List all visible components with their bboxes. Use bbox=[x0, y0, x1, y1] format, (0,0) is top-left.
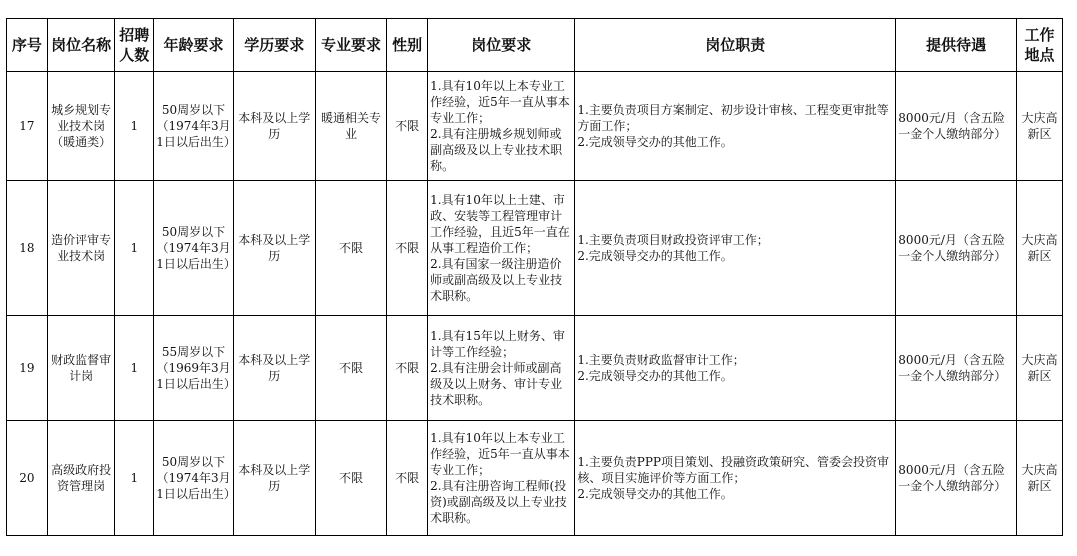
cell-title: 城乡规划专业技术岗（暖通类） bbox=[47, 72, 114, 181]
col-header-location: 工作地点 bbox=[1016, 19, 1062, 72]
cell-pay: 8000元/月（含五险一金个人缴纳部分） bbox=[896, 316, 1017, 421]
cell-major: 不限 bbox=[315, 421, 387, 536]
cell-pay: 8000元/月（含五险一金个人缴纳部分） bbox=[896, 181, 1017, 316]
cell-no: 17 bbox=[7, 72, 48, 181]
cell-requirements: 1.具有10年以上本专业工作经验，近5年一直从事本专业工作； 2.具有注册咨询工程师(投资)或副高级及以上专业技术职称。 bbox=[428, 421, 575, 536]
cell-major: 不限 bbox=[315, 316, 387, 421]
col-header-age: 年龄要求 bbox=[154, 19, 234, 72]
col-header-count: 招聘人数 bbox=[115, 19, 154, 72]
cell-duties: 1.主要负责项目财政投资评审工作； 2.完成领导交办的其他工作。 bbox=[575, 181, 896, 316]
cell-gender: 不限 bbox=[387, 181, 428, 316]
col-header-gender: 性别 bbox=[387, 19, 428, 72]
cell-duties: 1.主要负责财政监督审计工作； 2.完成领导交办的其他工作。 bbox=[575, 316, 896, 421]
cell-count: 1 bbox=[115, 72, 154, 181]
cell-gender: 不限 bbox=[387, 72, 428, 181]
cell-count: 1 bbox=[115, 421, 154, 536]
cell-education: 本科及以上学历 bbox=[233, 181, 315, 316]
cell-age: 50周岁以下（1974年3月1日以后出生） bbox=[154, 181, 234, 316]
cell-title: 高级政府投资管理岗 bbox=[47, 421, 114, 536]
cell-pay: 8000元/月（含五险一金个人缴纳部分） bbox=[896, 421, 1017, 536]
cell-age: 55周岁以下（1969年3月1日以后出生） bbox=[154, 316, 234, 421]
cell-age: 50周岁以下（1974年3月1日以后出生） bbox=[154, 72, 234, 181]
cell-gender: 不限 bbox=[387, 421, 428, 536]
cell-location: 大庆高新区 bbox=[1016, 72, 1062, 181]
table-row bbox=[7, 316, 1063, 421]
col-header-major: 专业要求 bbox=[315, 19, 387, 72]
cell-duties: 1.主要负责项目方案制定、初步设计审核、工程变更审批等方面工作； 2.完成领导交办的其他工作。 bbox=[575, 72, 896, 181]
cell-location: 大庆高新区 bbox=[1016, 181, 1062, 316]
cell-location: 大庆高新区 bbox=[1016, 421, 1062, 536]
cell-duties: 1.主要负责PPP项目策划、投融资政策研究、管委会投资审核、项目实施评价等方面工作； 2.完成领导交办的其他工作。 bbox=[575, 421, 896, 536]
cell-age: 50周岁以下（1974年3月1日以后出生） bbox=[154, 421, 234, 536]
cell-gender: 不限 bbox=[387, 316, 428, 421]
cell-education: 本科及以上学历 bbox=[233, 421, 315, 536]
cell-no: 19 bbox=[7, 316, 48, 421]
col-header-duties: 岗位职责 bbox=[575, 19, 896, 72]
cell-count: 1 bbox=[115, 181, 154, 316]
table-row bbox=[7, 72, 1063, 181]
cell-requirements: 1.具有10年以上本专业工作经验，近5年一直从事本专业工作； 2.具有注册城乡规划师或副高级及以上专业技术职称。 bbox=[428, 72, 575, 181]
cell-location: 大庆高新区 bbox=[1016, 316, 1062, 421]
cell-title: 造价评审专业技术岗 bbox=[47, 181, 114, 316]
cell-requirements: 1.具有15年以上财务、审计等工作经验； 2.具有注册会计师或副高级及以上财务、审计专业技术职称。 bbox=[428, 316, 575, 421]
cell-education: 本科及以上学历 bbox=[233, 72, 315, 181]
col-header-requirements: 岗位要求 bbox=[428, 19, 575, 72]
table-row bbox=[7, 421, 1063, 536]
col-header-pay: 提供待遇 bbox=[896, 19, 1017, 72]
cell-education: 本科及以上学历 bbox=[233, 316, 315, 421]
job-table bbox=[6, 18, 1063, 536]
col-header-title: 岗位名称 bbox=[47, 19, 114, 72]
cell-major: 不限 bbox=[315, 181, 387, 316]
cell-requirements: 1.具有10年以上土建、市政、安装等工程管理审计工作经验，且近5年一直在从事工程造价工作； 2.具有国家一级注册造价师或副高级及以上专业技术职称。 bbox=[428, 181, 575, 316]
col-header-no: 序号 bbox=[7, 19, 48, 72]
header-row bbox=[7, 19, 1063, 72]
cell-pay: 8000元/月（含五险一金个人缴纳部分） bbox=[896, 72, 1017, 181]
cell-count: 1 bbox=[115, 316, 154, 421]
table-row bbox=[7, 181, 1063, 316]
cell-title: 财政监督审计岗 bbox=[47, 316, 114, 421]
cell-no: 20 bbox=[7, 421, 48, 536]
col-header-education: 学历要求 bbox=[233, 19, 315, 72]
cell-major: 暖通相关专业 bbox=[315, 72, 387, 181]
cell-no: 18 bbox=[7, 181, 48, 316]
